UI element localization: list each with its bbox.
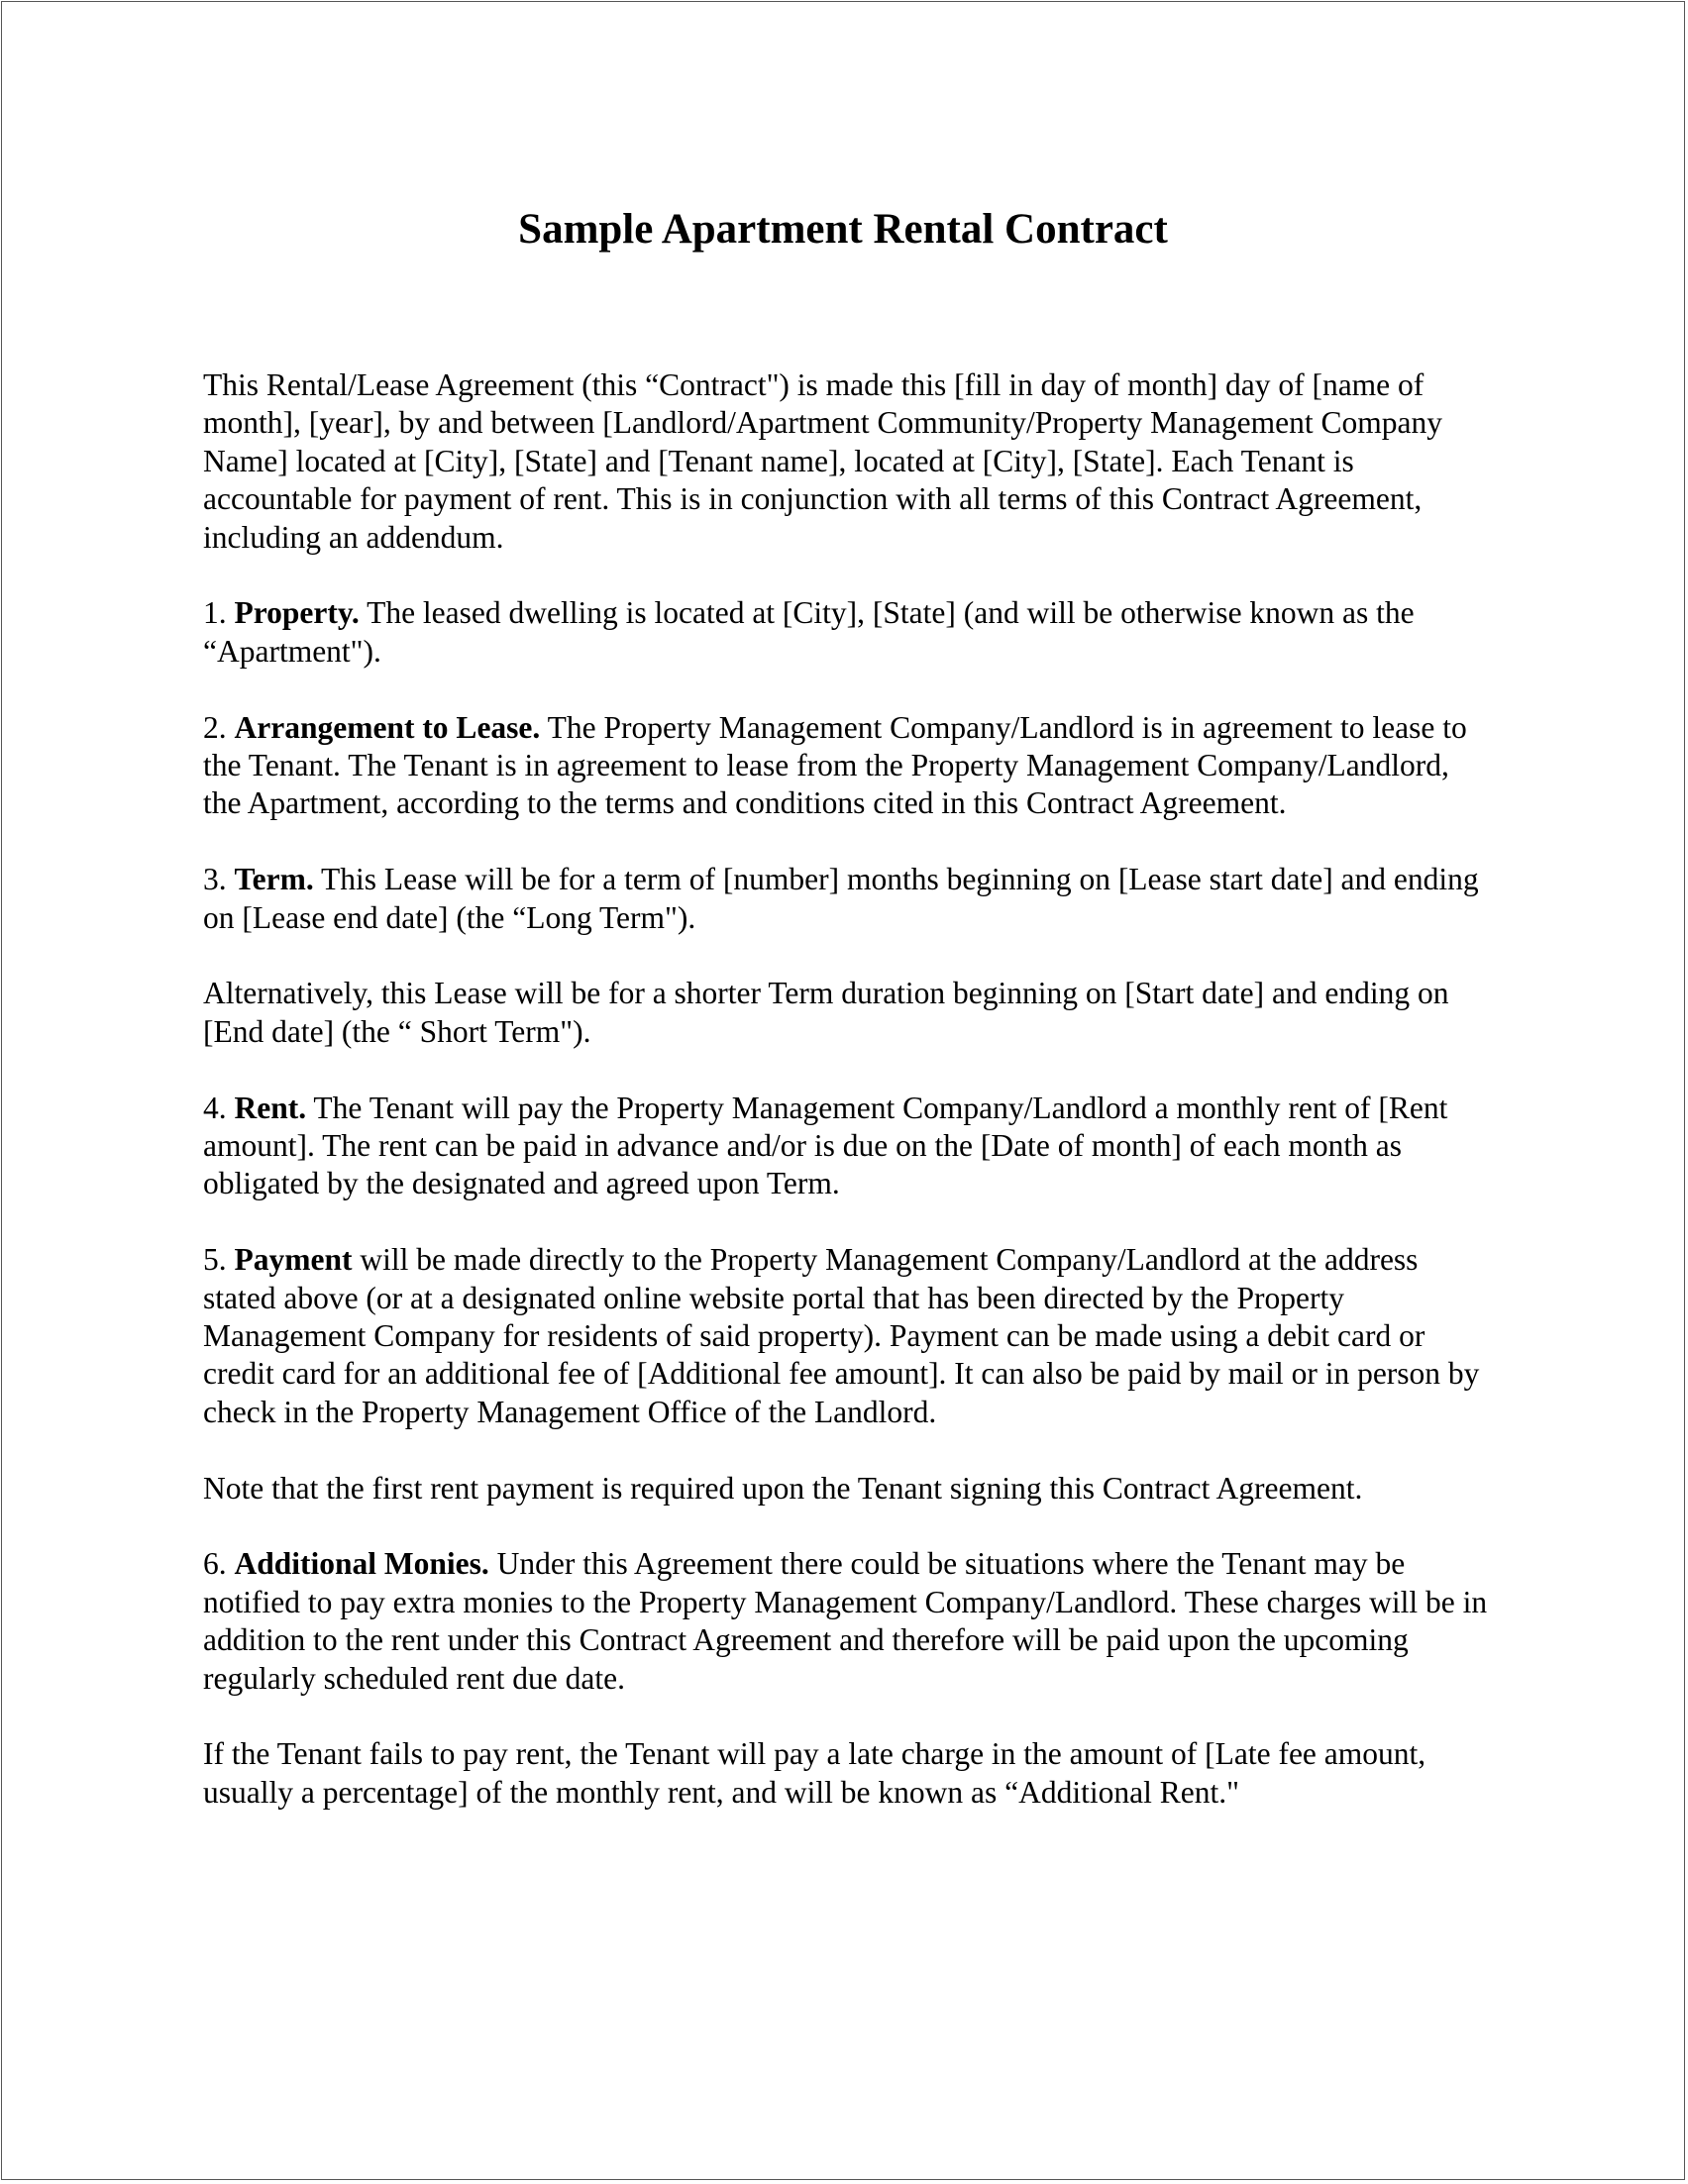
section-body: The leased dwelling is located at [City], [State] (and will be otherwise known as the “Apartment"). — [203, 595, 1415, 669]
section-body: Under this Agreement there could be situations where the Tenant may be notified to pay extra monies to the Property Management Company/Landlord. These charges will be in addition to the rent under this Contract Agreement and therefore will be paid upon the upcoming regularly scheduled rent due date. — [203, 1546, 1488, 1696]
section-heading: Additional Monies. — [234, 1546, 489, 1582]
section-heading: Rent. — [234, 1090, 307, 1125]
section-body: The Property Management Company/Landlord is in agreement to lease to the Tenant. The Tenant is in agreement to lease from the Property Management Company/Landlord, the Apartment, according to the terms and conditions cited in this Contract Agreement. — [203, 709, 1467, 821]
section-arrangement-to-lease — [203, 709, 1491, 823]
section-heading: Payment — [234, 1242, 353, 1278]
section-additional-monies — [203, 1545, 1491, 1698]
section-number: 1. — [203, 595, 235, 631]
section-rent — [203, 1090, 1491, 1203]
section-body: This Lease will be for a term of [number] months beginning on [Lease start date] and ending on [Lease end date] (the “Long Term"). — [203, 862, 1479, 935]
document-page — [1, 1, 1685, 2180]
section-number: 2. — [203, 709, 235, 745]
section-number: 4. — [203, 1090, 235, 1125]
document-title: Sample Apartment Rental Contract — [518, 206, 1168, 253]
section-heading: Arrangement to Lease. — [234, 709, 541, 745]
section-payment — [203, 1241, 1491, 1431]
section-number: 5. — [203, 1242, 235, 1278]
section-number: 3. — [203, 862, 235, 897]
late-fee-paragraph: If the Tenant fails to pay rent, the Tenant will pay a late charge in the amount of [Late fee amount, usually a percentage] of the monthly rent, and will be known as “Additional Rent." — [203, 1736, 1426, 1810]
section-number: 6. — [203, 1546, 235, 1582]
payment-note-paragraph: Note that the first rent payment is required upon the Tenant signing this Contract Agreement. — [203, 1470, 1363, 1506]
section-heading: Property. — [234, 595, 360, 631]
section-property — [203, 594, 1491, 671]
document-body — [203, 366, 1491, 1850]
section-body: The Tenant will pay the Property Management Company/Landlord a monthly rent of [Rent amount]. The rent can be paid in advance and/or is due on the [Date of month] of each month as obligated by the designated and agreed upon Term. — [203, 1090, 1448, 1201]
term-alternative-paragraph: Alternatively, this Lease will be for a shorter Term duration beginning on [Start date] and ending on [End date] (the “ Short Term"). — [203, 976, 1449, 1049]
intro-paragraph: This Rental/Lease Agreement (this “Contract") is made this [fill in day of month] day of [name of month], [year], by and between [Landlord/Apartment Community/Property Management Company Name] located at [City], [State] and [Tenant name], located at [City], [State]. Each Tenant is accountable for payment of rent. This is in conjunction with all terms of this Contract Agreement, including an addendum. — [203, 367, 1442, 555]
section-heading: Term. — [234, 862, 314, 897]
section-body: will be made directly to the Property Management Company/Landlord at the address stated above (or at a designated online website portal that has been directed by the Property Management Company for residents of said property). Payment can be made using a debit card or credit card for an additional fee of [Additional fee amount]. It can also be paid by mail or in person by check in the Property Management Office of the Landlord. — [203, 1242, 1480, 1429]
section-term — [203, 861, 1491, 937]
